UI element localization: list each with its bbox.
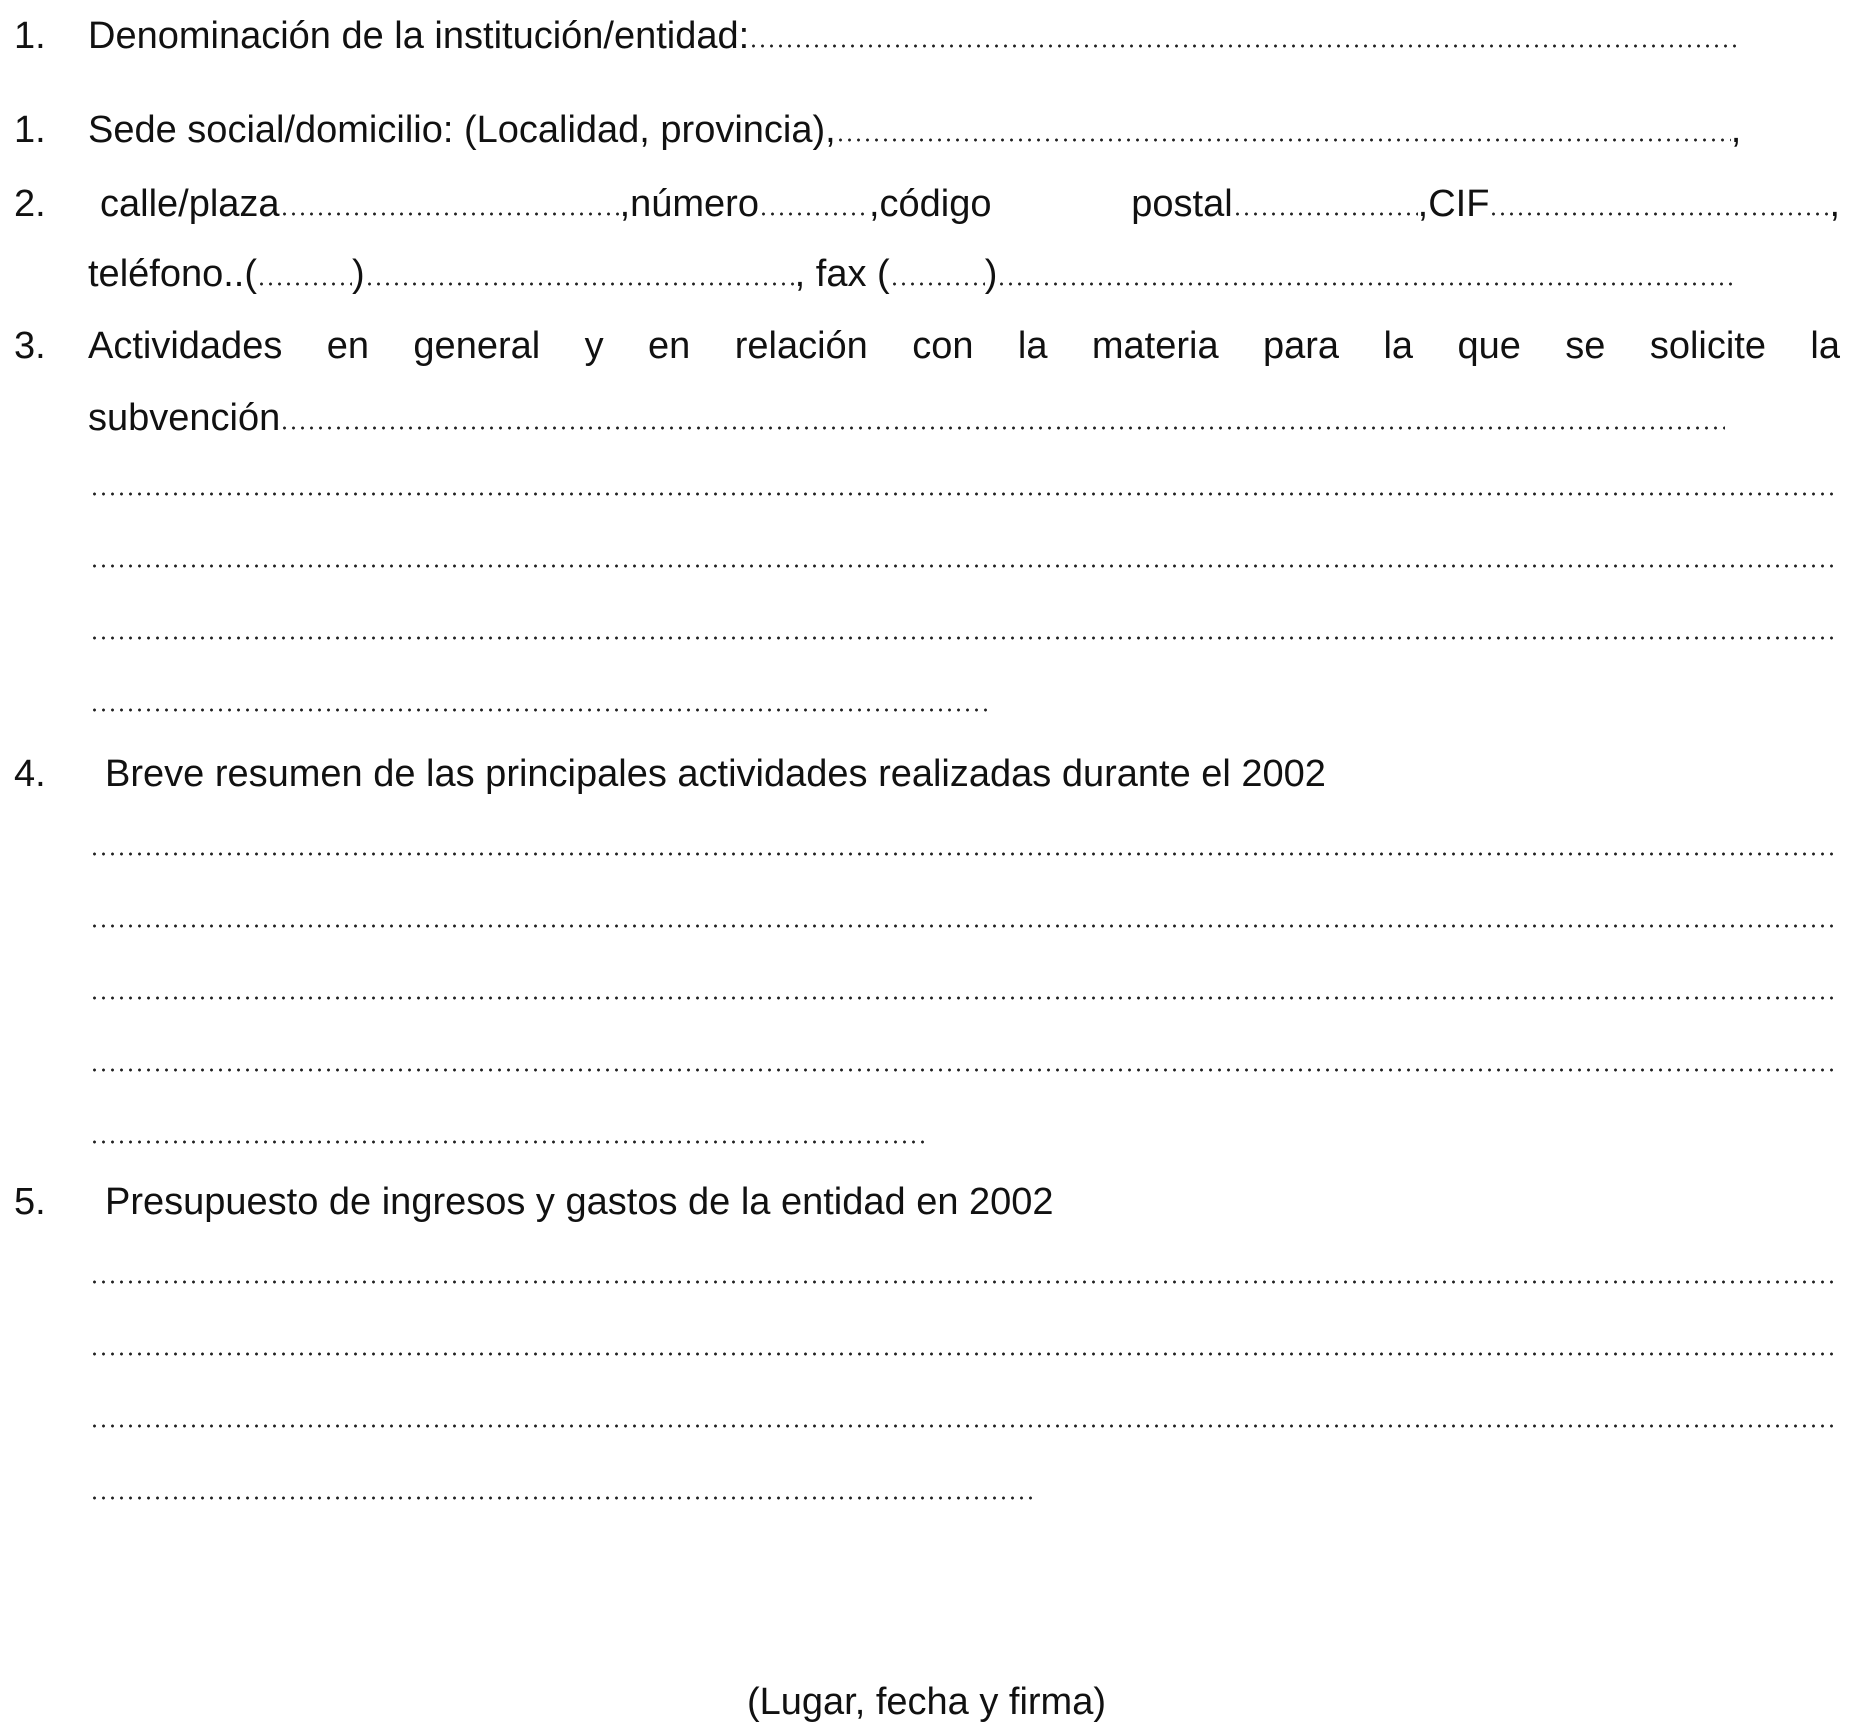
- phone-prefix-field[interactable]: [257, 282, 352, 286]
- activities-field-2[interactable]: [90, 492, 1838, 496]
- item-3-label-2: subvención: [88, 396, 1725, 440]
- address-line: calle/plaza ,número ,código postal ,CIF ,: [100, 183, 1840, 225]
- budget-field-1[interactable]: [90, 1280, 1838, 1284]
- fax-prefix-field[interactable]: [890, 282, 985, 286]
- summary-field-2[interactable]: [90, 924, 1838, 928]
- item-1-row: [0, 14, 1853, 58]
- activities-field-3[interactable]: [90, 564, 1838, 568]
- signature-caption: (Lugar, fecha y firma): [746, 1681, 1107, 1723]
- activities-field-4[interactable]: [90, 636, 1838, 640]
- activities-field-1[interactable]: [280, 426, 1725, 430]
- fax-field[interactable]: [997, 282, 1737, 286]
- item-3-row: [0, 324, 1853, 368]
- activities-field-5[interactable]: [90, 708, 992, 712]
- phone-fax-line: teléfono..( ) , fax ( ): [88, 252, 1737, 296]
- street-number-field[interactable]: [759, 212, 869, 216]
- budget-field-4[interactable]: [90, 1496, 1032, 1500]
- summary-field-3[interactable]: [90, 996, 1838, 1000]
- summary-field-5[interactable]: [90, 1140, 925, 1144]
- summary-field-4[interactable]: [90, 1068, 1838, 1072]
- item-3-label: Actividades en general y en relación con la materia para la que se solicite la: [88, 325, 1840, 367]
- street-field[interactable]: [280, 212, 620, 216]
- budget-field-2[interactable]: [90, 1352, 1838, 1356]
- item-1b-number: 1.: [14, 109, 46, 151]
- entity-name-field[interactable]: [749, 44, 1739, 48]
- item-5-row: [0, 1180, 1853, 1224]
- summary-field-1[interactable]: [90, 852, 1838, 856]
- item-2-number: 2.: [14, 183, 46, 225]
- item-4-label: Breve resumen de las principales actividades realizadas durante el 2002: [105, 753, 1326, 795]
- item-4-number: 4.: [14, 753, 46, 795]
- phone-field[interactable]: [365, 282, 795, 286]
- headquarters-field[interactable]: [836, 138, 1731, 142]
- item-2-phone-row: [0, 252, 1853, 296]
- item-3-row-2: [0, 396, 1853, 440]
- item-5-number: 5.: [14, 1181, 46, 1223]
- postal-code-field[interactable]: [1233, 212, 1418, 216]
- item-2-row: [0, 182, 1853, 226]
- item-1b-label: Sede social/domicilio: (Localidad, provincia), ,: [88, 109, 1742, 151]
- item-1-label: Denominación de la institución/entidad:: [88, 14, 1739, 58]
- budget-field-3[interactable]: [90, 1424, 1838, 1428]
- item-4-row: [0, 752, 1853, 796]
- item-1b-row: [0, 108, 1853, 152]
- item-5-label: Presupuesto de ingresos y gastos de la entidad en 2002: [105, 1181, 1054, 1223]
- item-1-number: 1.: [14, 15, 46, 57]
- item-3-number: 3.: [14, 325, 46, 367]
- cif-field[interactable]: [1489, 212, 1829, 216]
